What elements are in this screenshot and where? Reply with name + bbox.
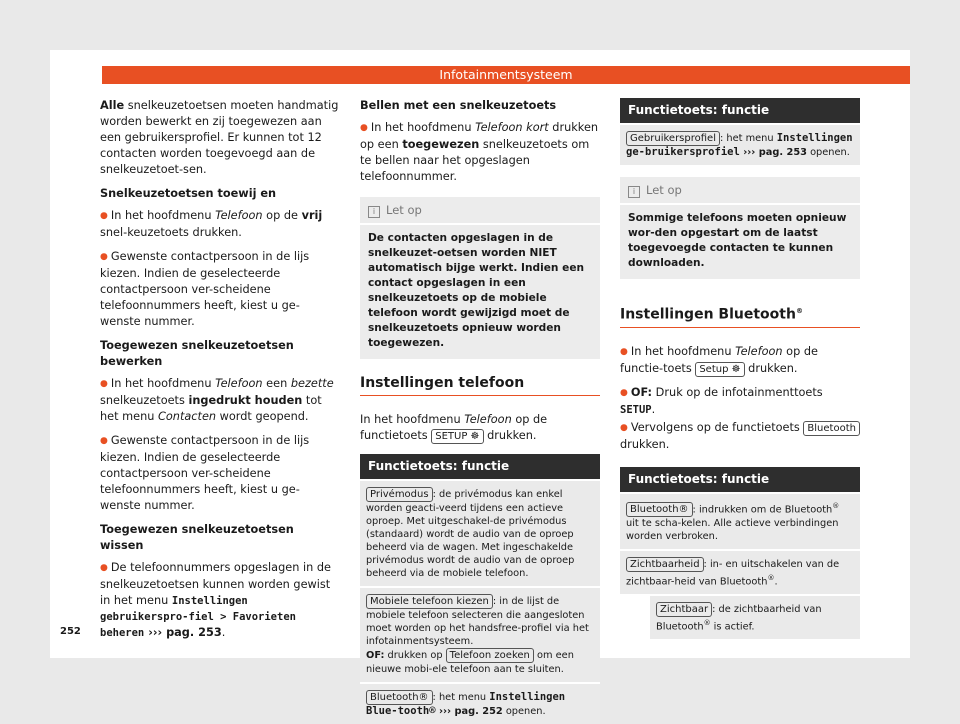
- bullet: [100, 249, 340, 330]
- info-icon: i: [368, 206, 380, 218]
- key-label: Telefoon zoeken: [446, 648, 534, 663]
- text: Gewenste contactpersoon in de lijs kiezen. Indien de geselecteerde contactpersoon ver-scheidene telefoonnummers heeft, kiest u ge-wenste nummer.: [100, 434, 310, 512]
- bullet: [620, 344, 860, 377]
- setup-key: SETUP: [620, 403, 652, 416]
- menu-path: Instellingen ge-bruikersprofiel: [626, 132, 853, 158]
- text: wordt geopend.: [216, 410, 309, 423]
- subheading: Toegewezen snelkeuzetoetsen wissen: [100, 523, 294, 552]
- italic-text: Telefoon: [215, 209, 263, 222]
- text: In het hoofdmenu: [360, 413, 465, 426]
- page-reference-link[interactable]: ››› pag. 253: [144, 626, 222, 639]
- text: snelkeuzetoets om te bellen naar het opgeslagen telefoonnummer.: [360, 138, 590, 183]
- bold-text: toegewezen: [402, 138, 480, 151]
- text: ®: [832, 501, 840, 510]
- page-number: 252: [60, 626, 81, 637]
- note-body: De contacten opgeslagen in de snelkeuzet-oetsen worden NIET automatisch bijge werkt. Indien een contact opgeslagen in een snelkeuzetoets op de mobiele telefoon wordt gewijzigd moet de snelkeuzetoets opnieuw worden toegewezen.: [360, 223, 600, 359]
- menu-path: Instellingen Blue-tooth®: [366, 691, 566, 717]
- bullet: [100, 208, 340, 241]
- key-label: Mobiele telefoon kiezen: [366, 594, 493, 609]
- bullet-icon: ●: [100, 563, 108, 573]
- bullet-icon: ●: [100, 211, 108, 221]
- note-box: [360, 197, 600, 359]
- page-reference-link[interactable]: ››› pag. 253: [739, 147, 807, 158]
- table-row: [620, 492, 860, 549]
- text: drukken op: [384, 650, 446, 661]
- text: snel-keuzetoets drukken.: [100, 226, 242, 239]
- manual-page: [50, 50, 910, 717]
- bold-text: OF:: [630, 385, 653, 399]
- bullet-icon: ●: [100, 379, 108, 389]
- text: : het menu: [432, 692, 490, 703]
- bullet-icon: ●: [620, 387, 628, 398]
- info-icon: i: [628, 186, 640, 198]
- note-header: [620, 177, 860, 203]
- note-title: Let op: [646, 183, 682, 197]
- bullet-icon: ●: [100, 252, 108, 262]
- text: Gewenste contactpersoon in de lijs kiezen. Indien de geselecteerde contactpersoon ver-scheidene telefoonnummers heeft, kiest u ge-wenste nummer.: [100, 250, 310, 328]
- key-label: Gebruikersprofiel: [626, 131, 720, 146]
- key-label: Bluetooth®: [626, 502, 693, 517]
- note-box: [620, 177, 860, 279]
- text: ®: [795, 307, 803, 315]
- text: In het hoofdmenu: [370, 121, 476, 134]
- note-title: Let op: [386, 203, 422, 217]
- bullet: [360, 120, 600, 185]
- text: openen.: [806, 147, 850, 158]
- bullet: [620, 385, 860, 418]
- text: tot het menu: [100, 394, 322, 423]
- table-header: Functietoets: functie: [620, 467, 860, 492]
- text: ®: [767, 573, 775, 582]
- text: In het hoofdmenu: [110, 377, 216, 390]
- text: In het hoofdmenu: [110, 209, 216, 222]
- subheading: Bellen met een snelkeuzetoets: [360, 99, 557, 112]
- text: : indrukken om de Bluetooth: [692, 503, 833, 515]
- page-reference-link[interactable]: ››› pag. 252: [435, 706, 503, 717]
- bullet: [100, 560, 340, 641]
- function-table: [360, 454, 600, 724]
- bold-text: OF:: [366, 650, 385, 661]
- text: De telefoonnummers opgeslagen in de snelkeuzetoetsen kunnen worden gewist in het menu: [100, 561, 331, 607]
- column-3: [620, 98, 860, 639]
- bullet: [620, 420, 860, 453]
- text: Instellingen Bluetooth: [620, 306, 796, 323]
- text: : in de lijst de mobiele telefoon selecteren die aangesloten moet worden op het handsfree-profiel via het infotainmentsysteem.: [366, 596, 589, 647]
- paragraph: [360, 412, 600, 444]
- bullet-icon: ●: [360, 123, 368, 133]
- text: : het menu: [719, 133, 777, 144]
- italic-text: Telefoon: [215, 377, 263, 390]
- text: op de functie-toets: [620, 344, 818, 375]
- section-title: [620, 303, 860, 328]
- text: is actief.: [710, 621, 755, 633]
- section-title: Instellingen telefoon: [360, 375, 600, 396]
- italic-text: bezette: [290, 377, 334, 390]
- table-header: Functietoets: functie: [360, 454, 600, 479]
- text: snelkeuzetoets: [100, 394, 189, 407]
- paragraph: [100, 98, 340, 178]
- text: een: [262, 377, 291, 390]
- subheading: Snelkeuzetoetsen toewij en: [100, 187, 277, 200]
- italic-text: Contacten: [158, 410, 217, 423]
- bullet-icon: ●: [620, 422, 628, 433]
- table-row: [360, 479, 600, 586]
- bold-text: ingedrukt houden: [188, 394, 303, 407]
- text: drukken op een: [360, 121, 599, 151]
- page-header: Infotainmentsysteem: [102, 66, 910, 84]
- note-header: [360, 197, 600, 223]
- setup-key-label: Setup ☸: [695, 362, 744, 377]
- key-label: Zichtbaarheid: [626, 557, 704, 572]
- bullet: [100, 433, 340, 514]
- text: .: [651, 402, 656, 416]
- text: .: [774, 576, 778, 588]
- menu-path: Instellingen gebruikerspro-fiel > Favorieten beheren: [100, 595, 296, 639]
- function-table: [620, 98, 860, 165]
- column-1: [100, 98, 340, 649]
- bold-text: vrij: [301, 209, 323, 222]
- text: In het hoofdmenu: [630, 344, 736, 358]
- key-label: Bluetooth: [803, 421, 860, 436]
- setup-key-label: SETUP ☸: [431, 429, 483, 444]
- italic-text: Telefoon: [464, 413, 512, 426]
- text: om een nieuwe mobi-ele telefoon aan te sluiten.: [366, 650, 574, 675]
- text: snelkeuzetoetsen moeten handmatig worden bewerkt en zij toegewezen aan een gebruikersprofiel. Er kunnen tot 12 contacten worden toegevoegd aan de snelkeuzetoet-sen.: [100, 99, 339, 176]
- text: drukken.: [744, 361, 798, 375]
- text: op de functietoets: [360, 413, 548, 442]
- text: .: [221, 626, 226, 639]
- subheading: Toegewezen snelkeuzetoetsen bewerken: [100, 339, 294, 368]
- text: : in- en uitschakelen van de zichtbaar-heid van Bluetooth: [626, 558, 840, 588]
- text: ®: [703, 619, 711, 628]
- key-label: Privémodus: [366, 487, 433, 502]
- text: Vervolgens op de functietoets: [630, 420, 804, 434]
- note-body: Sommige telefoons moeten opnieuw wor-den opgestart om de laatst toegevoegde contacten te kunnen downloaden.: [620, 203, 860, 279]
- bullet-icon: ●: [100, 436, 108, 446]
- italic-text: Telefoon: [735, 344, 783, 358]
- text: drukken.: [483, 429, 537, 442]
- table-row: [620, 549, 860, 594]
- text: : de zichtbaarheid van Bluetooth: [656, 604, 822, 633]
- text: op de: [262, 209, 302, 222]
- table-row: [648, 594, 860, 639]
- column-2: [360, 98, 600, 724]
- bullet: [100, 376, 340, 425]
- table-row: [360, 682, 600, 724]
- italic-text: Telefoon kort: [475, 121, 549, 134]
- table-row: [360, 586, 600, 682]
- bold-text: Alle: [100, 99, 125, 112]
- key-label: Bluetooth®: [366, 690, 433, 705]
- text: drukken.: [620, 437, 670, 451]
- table-header: Functietoets: functie: [620, 98, 860, 123]
- text: uit te scha-kelen. Alle actieve verbindingen worden verbroken.: [626, 517, 839, 542]
- key-label: Zichtbaar: [656, 602, 712, 617]
- bullet-icon: ●: [620, 346, 628, 357]
- table-row: [620, 123, 860, 165]
- text: : de privémodus kan enkel worden geacti-veerd tijdens een actieve oproep. Met uitgeschakel-de privémodus (standaard) wordt de audio van de oproep beheerd via de wagen. Met ingeschakelde privémodus wordt de audio van de oproep beheerd via de mobiele telefoon.: [366, 489, 575, 579]
- text: Druk op de infotainmenttoets: [652, 385, 823, 399]
- text: openen.: [502, 706, 546, 717]
- function-table: [620, 467, 860, 640]
